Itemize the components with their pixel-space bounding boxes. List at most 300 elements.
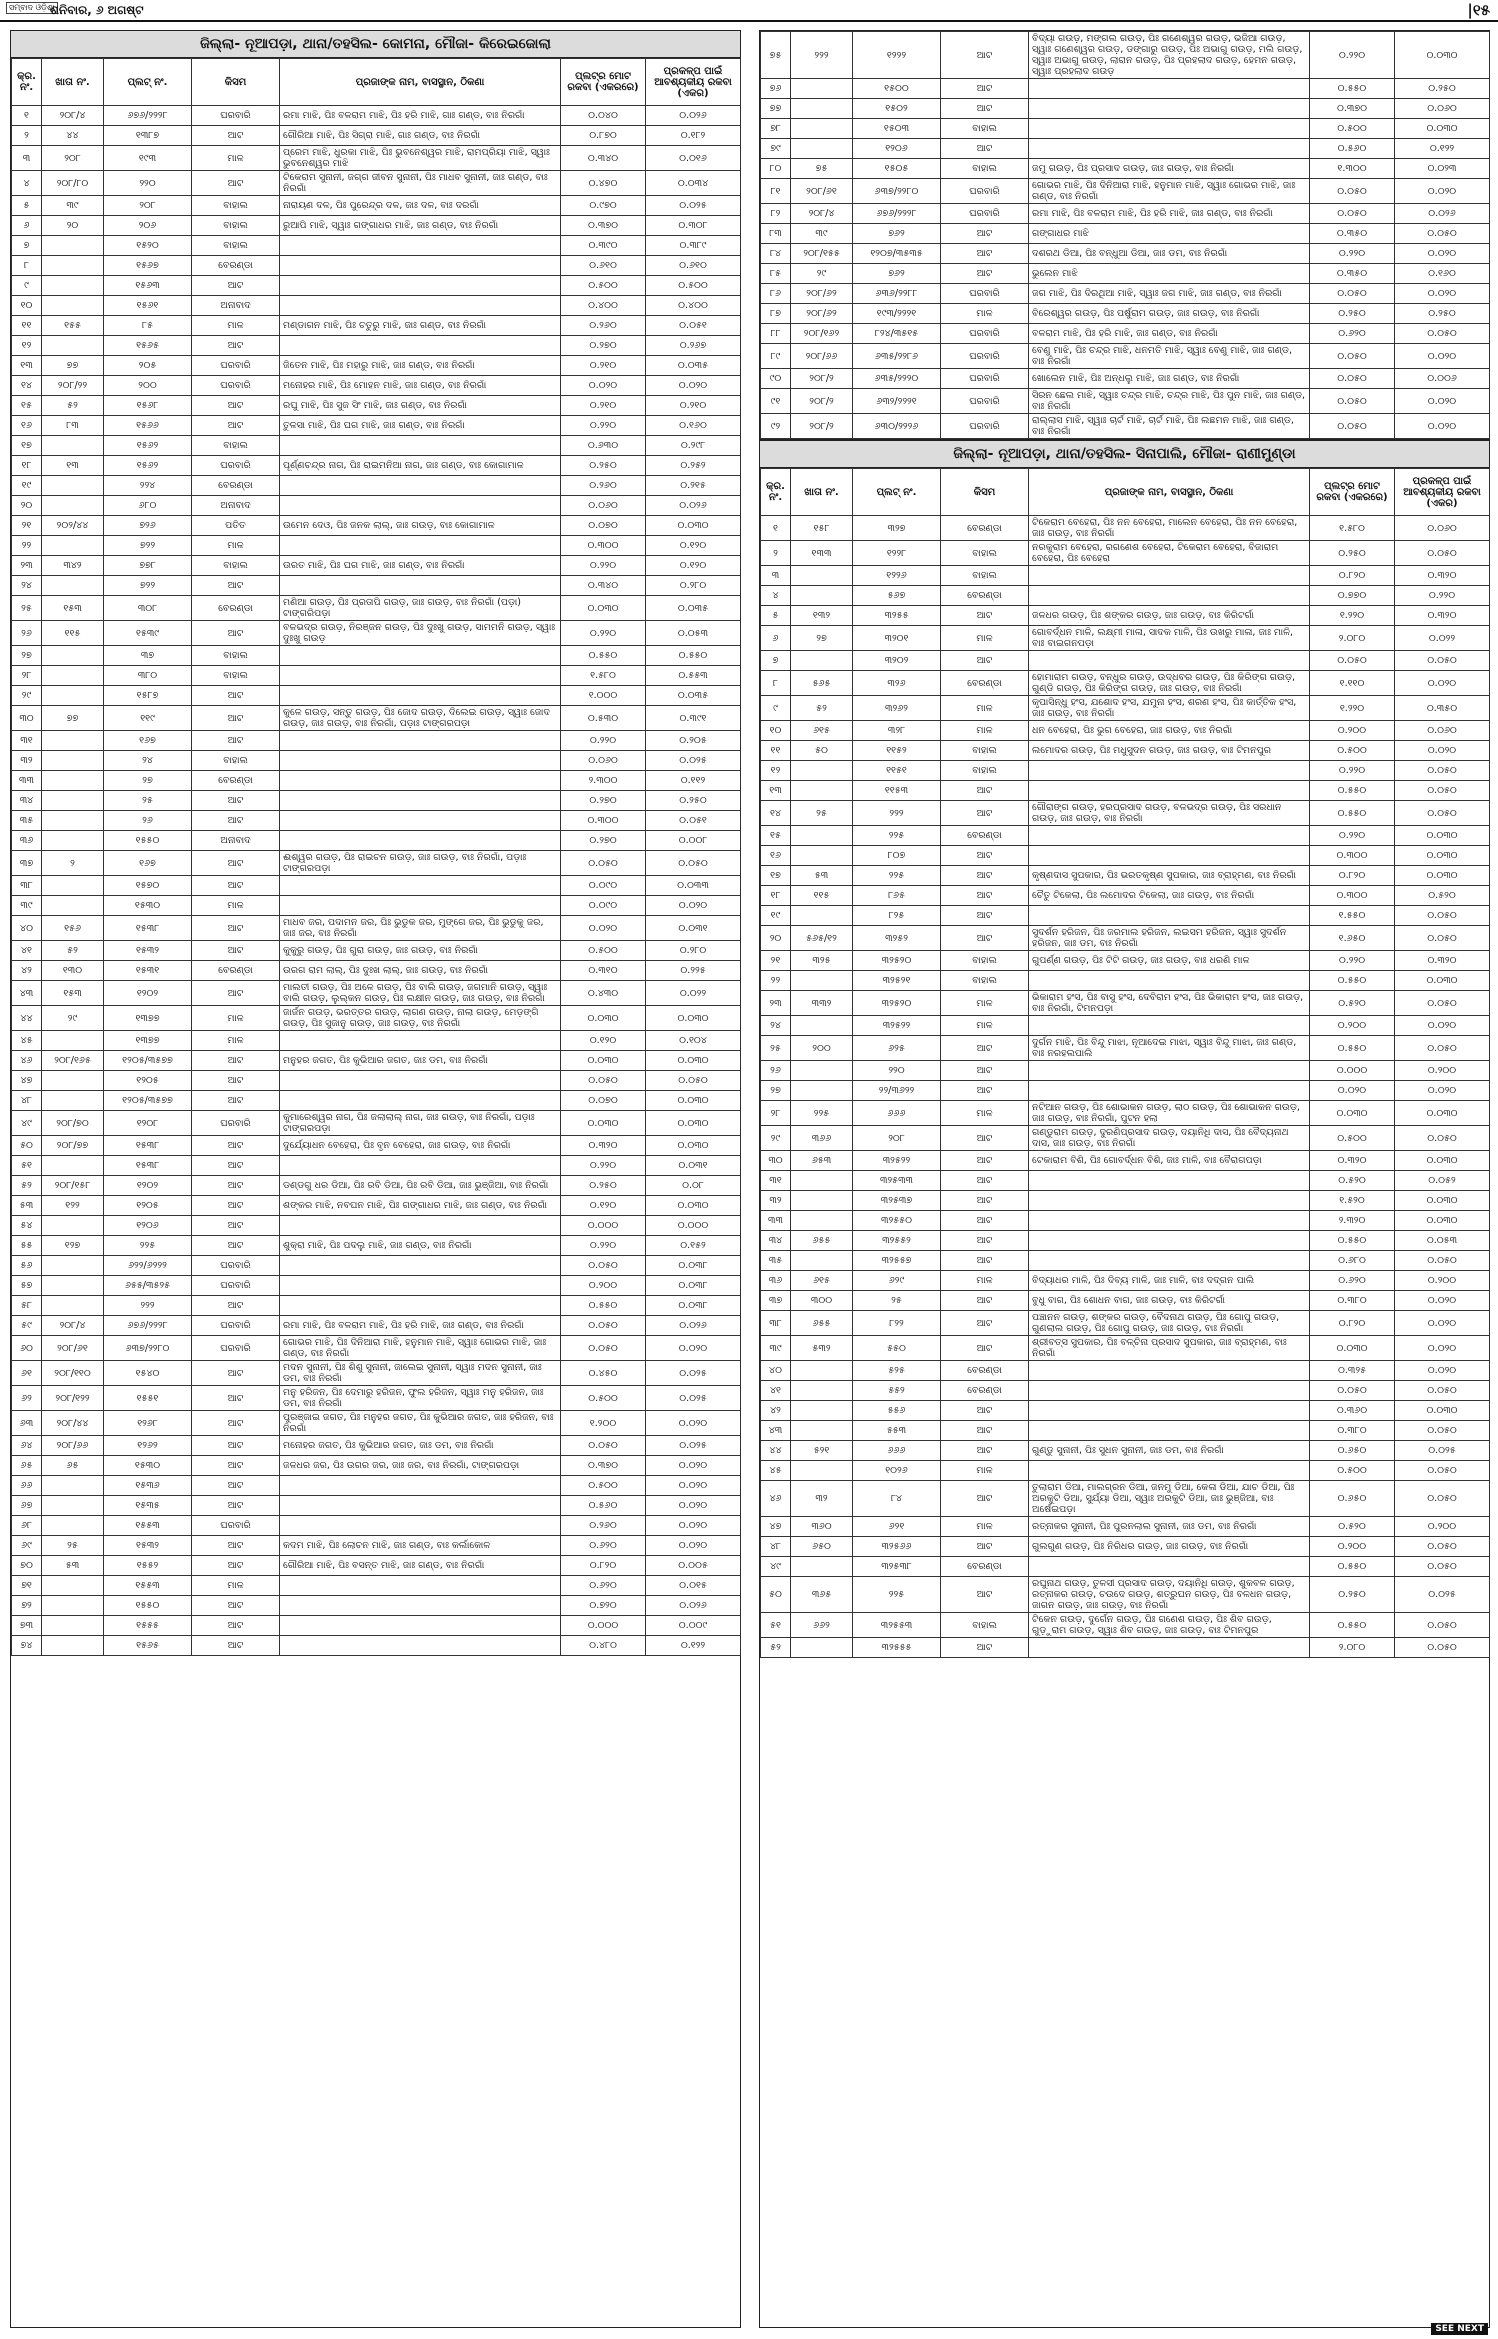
table-cell: ୧୫୫୨ — [104, 1556, 192, 1576]
table-cell: ୬୮୦ — [104, 496, 192, 516]
table-cell: ମାଳ — [941, 696, 1029, 721]
table-cell: ୨୨/୩୬୨୨ — [853, 1081, 941, 1101]
table-cell: ୧୨୬୨ — [104, 1436, 192, 1456]
table-cell: ଆଟ — [941, 1171, 1029, 1191]
table-cell: ୦.୨୫୦ — [1310, 304, 1395, 324]
table-cell: ୦.୩୮୦ — [1310, 1291, 1395, 1311]
table-cell: ୨୫ — [104, 791, 192, 811]
table-cell: ୭୨୬ — [104, 516, 192, 536]
table-cell: ୦.୦୨୦ — [646, 1336, 741, 1361]
table-cell: ୦.୨୨୦ — [561, 1236, 646, 1256]
table-cell: ୧୫୨୦ — [104, 236, 192, 256]
table-cell: ୨୫ — [761, 1036, 791, 1061]
table-cell: ଆଟ — [941, 99, 1029, 119]
table-cell — [791, 1461, 853, 1481]
table-cell — [42, 536, 104, 556]
table-cell: ୦.୦୩୦ — [646, 516, 741, 536]
table-cell: ୮୨ — [761, 204, 791, 224]
table-cell — [791, 846, 853, 866]
table-cell: ଜଳଧର ଗଉଡ଼, ପିଃ ଶଙ୍କର ଗଉଡ଼, ଜାଃ ଗଉଡ଼, ବାଃ କିରିଟର୍ଗା — [1029, 606, 1310, 626]
table-cell: ଆଟ — [192, 171, 280, 196]
table-cell: ୦.୧୨୦ — [646, 556, 741, 576]
table-cell: ଆଟ — [192, 731, 280, 751]
table-cell — [280, 1296, 561, 1316]
table-cell: କୁଳେ ଗଉଡ଼, ସନ୍ତୁ ଗଉଡ଼, ପିଃ ଜୋଦ ଗଉଡ଼, ଦିଲେଇ ଗଉଡ଼, ସ୍ୱାଃ ଜୋଦ ଗଉଡ଼, ଜାଃ ଗଉଡ଼, ବାଃ ନିରଗାଁ, ପଡ଼ାଃ ଟାଙ୍ଗରପଡ଼ା — [280, 706, 561, 731]
table-cell: ୦.୦୨୬ — [1395, 204, 1490, 224]
table-cell — [791, 1361, 853, 1381]
table-cell: ୧୫୬ — [42, 916, 104, 941]
table-cell: ୦.୫୦୦ — [1310, 119, 1395, 139]
table-cell — [791, 761, 853, 781]
table-cell: ୦.୨୯୮ — [646, 436, 741, 456]
table-cell — [280, 896, 561, 916]
table-cell: ୦.୩୮୯ — [646, 236, 741, 256]
table-row — [12, 941, 741, 961]
table-cell: ଖୋଲେନ ମାଝି, ପିଃ ଅନ୍ଧଲୁ ମାଝି, ଜାଃ ଗଣ୍ଡ, ବାଃ ନିରଗାଁ — [1029, 369, 1310, 389]
table-row — [761, 761, 1490, 781]
table-row — [12, 1196, 741, 1216]
table-cell — [1029, 1401, 1310, 1421]
table-row — [761, 1191, 1490, 1211]
table-cell: ୬୫୩ — [791, 1151, 853, 1171]
table-cell: ୦.୨୨୦ — [561, 1156, 646, 1176]
table-cell: ୦.୦୨୦ — [561, 376, 646, 396]
table-cell: ୦.୨୫୦ — [1395, 304, 1490, 324]
table-cell — [280, 436, 561, 456]
column-header: ଖାତା ନଂ. — [791, 469, 853, 516]
table-cell: ୧୨୨୬ — [853, 566, 941, 586]
table-cell: ୨୦୦ — [104, 376, 192, 396]
table-cell: ୦.୦୧୫ — [646, 1576, 741, 1596]
table-cell: ୫୧ — [761, 1613, 791, 1638]
table-cell: ୨.୦୮୦ — [1310, 1638, 1395, 1658]
table-cell: ୦.୦୫୦ — [1395, 761, 1490, 781]
table-cell: ୨୫ — [12, 596, 42, 621]
table-cell: ୨୫ — [853, 1291, 941, 1311]
table-cell: ଉରତ ମାଝି, ପିଃ ଘଗ ମାଝି, ଜାଃ ଗଣ୍ଡ, ବାଃ ନିରଗାଁ — [280, 556, 561, 576]
table-cell: ବେଣୁ ମାଝି, ପିଃ ଚନ୍ଦ୍ର ମାଝି, ଧନମତି ମାଝି, ସ୍ୱାଃ ବେଣୁ ମାଝି, ଜାଃ ଗଣ୍ଡ, ବାଃ ନିରଗାଁ — [1029, 344, 1310, 369]
table-cell: ଘରବାରି — [941, 204, 1029, 224]
table-cell: ୦.୦୫୦ — [646, 851, 741, 876]
table-cell: ଆଟ — [192, 1176, 280, 1196]
table-cell: ବେରଣ୍ଡା — [941, 826, 1029, 846]
table-cell: ଆଟ — [192, 791, 280, 811]
page-number: |୧୫ — [1467, 1, 1490, 19]
table-cell — [791, 1016, 853, 1036]
table-cell: ୫୫୩ — [853, 1421, 941, 1441]
table-cell: ୦.୦୫୦ — [1395, 1126, 1490, 1151]
table-cell: ୧୫୩ — [42, 596, 104, 621]
table-cell: ୦.୦୫୦ — [1310, 651, 1395, 671]
table-cell: ୦.୨୨୦ — [1310, 32, 1395, 79]
table-cell — [42, 811, 104, 831]
table-cell: ୬୩୦/୨୨୨୬ — [853, 414, 941, 439]
table-cell: ୫୭ — [12, 1276, 42, 1296]
table-row — [12, 771, 741, 791]
table-cell — [280, 476, 561, 496]
table-cell: ୨୨୫ — [791, 1101, 853, 1126]
table-cell — [42, 1256, 104, 1276]
table-row — [12, 456, 741, 476]
table-cell: ବୁଧୁ ବାଗ, ପିଃ ଶୋଧନ ବାଗ, ଜାଃ ଗଉଡ଼, ବାଃ କିରିଟର୍ଗା — [1029, 1291, 1310, 1311]
table-cell: ୩୭ — [12, 851, 42, 876]
column-header: ପ୍ରକଳ୍ପ ପାଇଁ ଆବଶ୍ୟକୀୟ ରକବା (ଏକର) — [646, 59, 741, 106]
table-cell: ୪୧ — [12, 941, 42, 961]
table-row — [12, 256, 741, 276]
table-cell: ମାଳ — [192, 316, 280, 336]
table-row — [761, 1081, 1490, 1101]
table-row — [12, 1361, 741, 1386]
table-cell: ୬୧୫ — [791, 1271, 853, 1291]
table-cell: ୭୬ — [761, 79, 791, 99]
table-cell — [280, 831, 561, 851]
table-cell: ୩୨୦୨ — [853, 651, 941, 671]
table-cell: ୦.୯୭୦ — [561, 196, 646, 216]
table-cell: ଦଶରଥ ଡିଆ, ପିଃ ବନ୍ଧୁଆ ଡିଆ, ଜାଃ ଡମ, ବାଃ ନିରଗାଁ — [1029, 244, 1310, 264]
table-cell: ୨୦୮/୪ — [42, 106, 104, 126]
table-cell: ୦.୧୦୪ — [646, 1031, 741, 1051]
table-cell: ୧.୫୨୦ — [1310, 1191, 1395, 1211]
table-cell: ୦.୩୨୦ — [1395, 951, 1490, 971]
table-cell: ରମା ମାଝି, ପିଃ ବଳରାମ ମାଝି, ପିଃ ହରି ମାଝି, ଜାଃ ଗଣ୍ଡ, ବାଃ ନିରଗାଁ — [280, 1316, 561, 1336]
table-cell: ୨୫ — [791, 801, 853, 826]
table-cell: ୭୭୮ — [104, 556, 192, 576]
table-row — [761, 304, 1490, 324]
table-cell: ବିଦ୍ୟା ଗଉଡ଼, ମଙ୍ଗଲ ଗଉଡ଼, ପିଃ ଗଣେଶ୍ୱର ଗଉଡ଼, ଭଜିଆ ଗଉଡ଼, ସ୍ୱାଃ ଗଣେଶ୍ୱର ଗଉଡ଼, ଡଙ୍ଗାରୁ ଗଉଡ଼, ପିଃ ଅଭାଗୁ ଗଉଡ଼, ମଲି ଗଉଡ଼, ସ୍ୱାଃ ଅଭାଗୁ ଗଉଡ଼, ଲାରାନ ଗଉଡ଼, ପିଃ ପ୍ରହଲାଦ ଗଉଡ଼, ହେମନ ଗଉଡ଼, ସ୍ୱାଃ ପ୍ରହଲାଦ ଗଉଡ଼ — [1029, 32, 1310, 79]
table-cell: ୭୧ — [12, 1576, 42, 1596]
table-cell: ୨୦୮/୬୨ — [791, 284, 853, 304]
table-row — [12, 436, 741, 456]
table-cell: ୪ — [12, 171, 42, 196]
table-cell: ୦.୧୮୨ — [646, 126, 741, 146]
table-cell: ୦.୩୦୮ — [646, 216, 741, 236]
table-cell — [42, 896, 104, 916]
table-row — [761, 1537, 1490, 1557]
table-cell: ୦.୨୦୦ — [561, 1276, 646, 1296]
table-cell: ୧୫୪୦ — [104, 1361, 192, 1386]
table-cell: ୬୮ — [12, 1516, 42, 1536]
table-cell: ୦.୦୫୦ — [1395, 224, 1490, 244]
table-cell: ୫ — [761, 606, 791, 626]
table-cell: ୮୭ — [761, 304, 791, 324]
table-cell: ୦.୩୨୦ — [1395, 566, 1490, 586]
table-row — [761, 541, 1490, 566]
table-row — [761, 1126, 1490, 1151]
table-cell: ୨୮ — [12, 666, 42, 686]
table-cell: ୯୦ — [761, 369, 791, 389]
table-row — [12, 1236, 741, 1256]
table-cell: ୦.୮୨୦ — [1310, 566, 1395, 586]
table-row — [761, 951, 1490, 971]
table-cell: ୦.୦୫୦ — [1310, 1381, 1395, 1401]
table-cell: ୫୬୫/୧୨ — [791, 926, 853, 951]
table-cell — [280, 1516, 561, 1536]
table-cell: ୦.୨୨୦ — [561, 731, 646, 751]
table-row — [761, 826, 1490, 846]
table-cell — [791, 566, 853, 586]
table-cell: ୦.୦୩୫ — [646, 686, 741, 706]
table-cell: ୧୨୦୮ — [104, 1111, 192, 1136]
table-cell: ୦.୫୦୦ — [561, 276, 646, 296]
table-row — [12, 1216, 741, 1236]
table-cell: ୦.୧୬୦ — [1395, 264, 1490, 284]
table-cell: ୧୨୦୨ — [104, 981, 192, 1006]
table-cell: ବେରଣ୍ଡା — [941, 586, 1029, 606]
table-cell: ୦.୨୨୦ — [1310, 761, 1395, 781]
table-cell: ବାହାଲ — [192, 216, 280, 236]
table-cell — [791, 1557, 853, 1577]
table-row — [761, 369, 1490, 389]
table-cell: ୦.୦୩୫ — [646, 596, 741, 621]
table-cell: ୪ — [761, 586, 791, 606]
table-cell: ୧୩୭୭ — [104, 1006, 192, 1031]
table-cell: ୨୬ — [12, 621, 42, 646]
table-cell: ବାହାଲ — [941, 1613, 1029, 1638]
table-cell: ୫୮ — [12, 1296, 42, 1316]
table-row — [761, 846, 1490, 866]
table-cell: ଆଟ — [192, 1296, 280, 1316]
table-cell: ୨୪ — [761, 1016, 791, 1036]
table-row — [12, 1156, 741, 1176]
table-cell: ଗଙ୍ଗାଧର ମାଝି — [1029, 224, 1310, 244]
table-cell — [1029, 1191, 1310, 1211]
table-cell: ୦.୦୩୦ — [1395, 1101, 1490, 1126]
table-cell: ୦.୦୩୦ — [1395, 826, 1490, 846]
table-cell — [1029, 761, 1310, 781]
table-cell — [791, 1421, 853, 1441]
table-cell: ୦.୦୨୬ — [646, 496, 741, 516]
table-cell: ୦.୦୩୦ — [1395, 971, 1490, 991]
table-cell: ୦.୦୨୦ — [561, 916, 646, 941]
table-cell: ୧୫୩୦ — [104, 1456, 192, 1476]
table-cell: ୧୩୭୭ — [104, 1031, 192, 1051]
table-cell: ୦.୫୫୦ — [646, 646, 741, 666]
table-cell: ବାହାଲ — [192, 666, 280, 686]
table-cell: ୩୯ — [761, 1336, 791, 1361]
table-cell: ୫୩ — [791, 866, 853, 886]
table-cell: ୦.୫୨୦ — [1310, 1517, 1395, 1537]
table-cell: ୦.୬୫୦ — [1310, 1481, 1395, 1517]
table-cell: ୭୨୨ — [104, 576, 192, 596]
table-cell: ୨୨୨ — [791, 32, 853, 79]
table-cell: ୦.୦୩୮ — [646, 1276, 741, 1296]
table-cell: ୦.୨୬୦ — [561, 316, 646, 336]
table-cell — [791, 1251, 853, 1271]
table-cell — [1029, 139, 1310, 159]
table-cell: ୧୩ — [761, 781, 791, 801]
table-cell: ୬୫୫ — [791, 1231, 853, 1251]
table-cell: ୦.୦୩୧ — [646, 1156, 741, 1176]
table-row — [12, 1616, 741, 1636]
table-cell: ୧୦ — [12, 296, 42, 316]
table-cell — [1029, 1231, 1310, 1251]
table-cell: ୦.୦୦୦ — [561, 1216, 646, 1236]
table-cell: ୦.୭୨୦ — [561, 1596, 646, 1616]
table-cell: ଘରବାରି — [192, 1336, 280, 1361]
page-header — [0, 0, 1498, 22]
table-cell: ୩୨୭ — [853, 516, 941, 541]
table-cell: ୦.୦୨୦ — [1395, 1361, 1490, 1381]
table-cell: ମାଳ — [941, 1016, 1029, 1036]
table-cell — [1029, 1081, 1310, 1101]
table-cell: ପତିତ — [192, 516, 280, 536]
table-cell — [280, 1476, 561, 1496]
table-cell: ୬୫୦ — [791, 1537, 853, 1557]
table-row — [12, 1411, 741, 1436]
table-cell: ୨୦୮/୮୦ — [42, 171, 104, 196]
table-cell — [791, 1638, 853, 1658]
table-cell — [42, 1276, 104, 1296]
table-cell — [791, 651, 853, 671]
table-cell: ୦.୦୨୦ — [646, 1456, 741, 1476]
table-cell: ୩୨୫୫୭ — [853, 1251, 941, 1271]
table-row — [12, 1596, 741, 1616]
table-cell: ୩୩ — [12, 771, 42, 791]
table-cell: ୩୨୮ — [853, 721, 941, 741]
table-cell: ଆଟ — [941, 1036, 1029, 1061]
table-cell: ୧୫୩୮ — [104, 1156, 192, 1176]
table-cell: ୦.୫୫୦ — [1310, 801, 1395, 826]
table-cell: ୨୨୨ — [104, 1296, 192, 1316]
table-cell: ୧୦୨୬ — [853, 1461, 941, 1481]
table-cell: ୨୦୮/୬୨ — [791, 304, 853, 324]
table-cell: କୃପାସିନ୍ଧୁ ହଂସ, ଯଶୋଦ ହଂସ, ଯମୁନା ହଂସ, ଶରଣ ହଂସ, ପିଃ କାର୍ତ୍ତିକ ହଂସ, ଜାଃ ଗଉଡ଼, ବାଃ ନିରଗାଁ — [1029, 696, 1310, 721]
table-cell: ୩୨୫୨୧ — [853, 971, 941, 991]
table-cell: ଆଟ — [941, 264, 1029, 284]
table-cell: ୧୨୨୮ — [853, 541, 941, 566]
table-cell: ୦.୦୫୦ — [561, 1436, 646, 1456]
table-cell: ୧୫୩ — [42, 981, 104, 1006]
table-row — [12, 1256, 741, 1276]
table-cell: ୩୦ — [12, 706, 42, 731]
right-column — [759, 30, 1490, 2328]
table-row — [12, 396, 741, 416]
table-cell: ୦.୩୦୦ — [561, 536, 646, 556]
table-cell: ୨୦୮/୭୭ — [42, 1136, 104, 1156]
table-cell: ୦.୧୨୦ — [646, 536, 741, 556]
table-cell: ୧୫୩୮ — [104, 916, 192, 941]
table-row — [761, 139, 1490, 159]
table-cell: ବେରଣ୍ଡା — [192, 961, 280, 981]
table-cell: ୩୨୫୫୦ — [853, 1211, 941, 1231]
column-header: କ୍ର. ନଂ. — [12, 59, 42, 106]
table-cell: ୦.୫୫୩ — [646, 666, 741, 686]
table-cell: ୧୨୦୬ — [104, 1216, 192, 1236]
table-row — [761, 721, 1490, 741]
table-cell: ୨୨୫ — [853, 826, 941, 846]
table-cell: ୦.୦୫୦ — [1395, 991, 1490, 1016]
table-cell: ୦.୦୫୦ — [561, 1316, 646, 1336]
table-cell: ୨୬ — [104, 811, 192, 831]
table-cell: ୦.୦୫୦ — [1395, 1251, 1490, 1271]
table-cell — [42, 1476, 104, 1496]
table-row — [761, 516, 1490, 541]
table-cell: ୦.୨୦୦ — [1310, 1016, 1395, 1036]
table-cell: ୨ — [761, 541, 791, 566]
table-cell: ୦.୦୨୦ — [646, 1516, 741, 1536]
table-cell: ୬୫୫/୩୫୨୫ — [104, 1276, 192, 1296]
table-cell: ୦.୫୫୦ — [1310, 1613, 1395, 1638]
table-cell: ୦.୦୨୦ — [1395, 1311, 1490, 1336]
table-cell: ୦.୦୩୦ — [1310, 1336, 1395, 1361]
table-cell: ମନୋହର ମାଝି, ପିଃ ମୋହନ ମାଝି, ଜାଃ ଗଣ୍ଡ, ବାଃ ନିରଗାଁ — [280, 376, 561, 396]
table-cell: ୦.୨୫୦ — [1395, 79, 1490, 99]
table-cell: ୪୧ — [761, 1381, 791, 1401]
table-cell: ୫୨ — [791, 696, 853, 721]
column-header: ପ୍ଲଟ୍ ନଂ. — [853, 469, 941, 516]
table-cell — [42, 576, 104, 596]
table-cell: ଆଟ — [941, 1251, 1029, 1271]
table-cell — [1029, 906, 1310, 926]
table-cell: ୧୬ — [761, 846, 791, 866]
table-cell: ଆଟ — [941, 1081, 1029, 1101]
table-cell: ୦.୨୨୦ — [1395, 586, 1490, 606]
table-cell: ଆଟ — [192, 1216, 280, 1236]
table-row — [12, 811, 741, 831]
table-cell: ୪୯ — [12, 1111, 42, 1136]
table-cell: ୫୩ — [42, 1556, 104, 1576]
table-cell: ୩୮ — [761, 1311, 791, 1336]
table-cell: ମନୁ ହରିଜନ, ପିଃ ଦେମାରୁ ହରିଜନ, ଫୁଲ ହରିଜନ, ସ୍ୱାଃ ମନୁ ହରିଜନ, ଜାଃ ଡମ, ବାଃ ନିରଗାଁ — [280, 1386, 561, 1411]
table-cell: ୫୩ — [12, 1196, 42, 1216]
table-cell: ଆଟ — [192, 851, 280, 876]
table-cell: ୦.୦୮ — [646, 1176, 741, 1196]
table-row — [761, 1441, 1490, 1461]
table-cell — [42, 731, 104, 751]
table-cell: ୦.୫୫୦ — [1310, 1557, 1395, 1577]
table-row — [761, 866, 1490, 886]
table-cell: ନଟିଆନ ଗଉଡ଼, ପିଃ ଶୋଭାକନ ଗଉଡ଼, ଲାଠ ଗଉଡ଼, ପିଃ ଶୋଭାକନ ଗଉଡ଼, ଜାଃ ଗଉଡ଼, ବାଃ ନିରଗାଁ, ପୁଟନ ହଲା — [1029, 1101, 1310, 1126]
table-cell: ୩ — [12, 146, 42, 171]
table-cell: ପ୍ରେମ ମାଝି, ଧୁରକା ମାଝି, ପିଃ ଭୁବନେଶ୍ୱର ମାଝି, ରାମପ୍ରିୟା ମାଝି, ସ୍ୱାଃ ଭୁବନେଶ୍ୱର ମାଝି — [280, 146, 561, 171]
table-cell: ୦.୦୬୦ — [1395, 516, 1490, 541]
table-cell: ୬୬୬ — [853, 1441, 941, 1461]
table-cell — [1029, 1171, 1310, 1191]
table-row — [12, 1316, 741, 1336]
table-cell: ୧୫୩୮ — [104, 1136, 192, 1156]
table-cell: ମାଳ — [941, 626, 1029, 651]
table-cell: ୦.୫୦୦ — [561, 1386, 646, 1411]
table-cell — [1029, 1061, 1310, 1081]
table-cell: ୦.୪୫୦ — [561, 1361, 646, 1386]
table-cell: ଘରବାରି — [941, 414, 1029, 439]
table-cell — [42, 1296, 104, 1316]
table-cell: ଆଟ — [192, 686, 280, 706]
table-cell: ୬୭ — [12, 1496, 42, 1516]
table-cell: ୦.୧୫୨ — [646, 1236, 741, 1256]
table-cell: ୦.୦୩୦ — [561, 1111, 646, 1136]
table-cell: ୬ — [12, 216, 42, 236]
table-cell: ୧.୨୦୦ — [561, 1411, 646, 1436]
table-row — [761, 741, 1490, 761]
table-row — [12, 516, 741, 536]
table-cell: ୧.୨୨୦ — [1310, 696, 1395, 721]
table-cell: ୦.୦୫୦ — [1395, 651, 1490, 671]
table-cell: ଆଟ — [941, 32, 1029, 79]
table-cell: ଆଟ — [941, 1441, 1029, 1461]
table-cell: ୨୦୮/୨ — [791, 389, 853, 414]
table-cell: ୦.୭୭୦ — [1310, 586, 1395, 606]
table-row — [761, 671, 1490, 696]
table-cell: ୩୪ — [12, 791, 42, 811]
table-cell: ଆଟ — [941, 1126, 1029, 1151]
table-cell: ୦.୬୧୦ — [561, 256, 646, 276]
table-cell: ୬ — [761, 626, 791, 651]
table-cell: ୦.୦୭୦ — [561, 516, 646, 536]
table-cell: ୨୭ — [104, 771, 192, 791]
table-row — [761, 1381, 1490, 1401]
table-cell: ୩୨୫୫୨ — [853, 1231, 941, 1251]
